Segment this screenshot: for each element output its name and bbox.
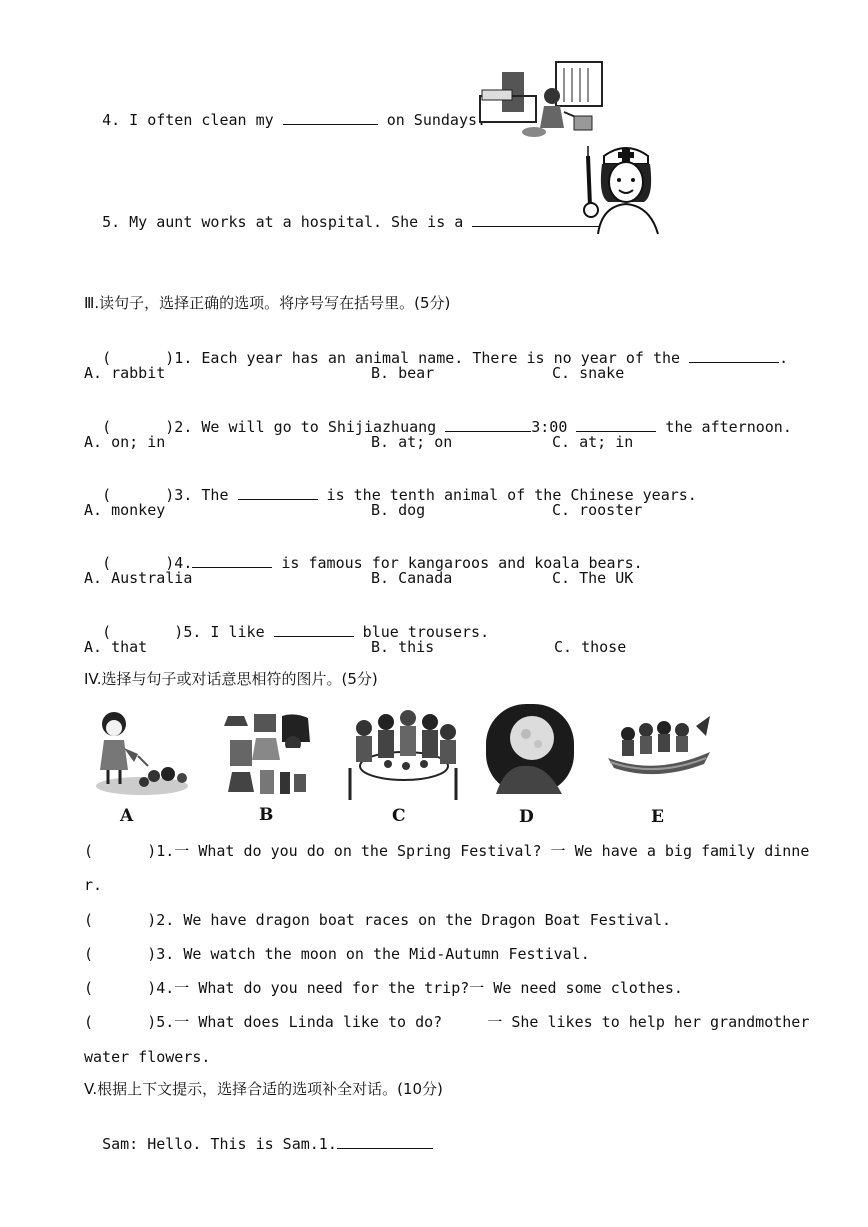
s3-q4-blank[interactable] (192, 553, 272, 568)
s3-q2-option-c: C. at; in (552, 433, 634, 451)
section5-heading: V.根据上下文提示，选择合适的选项补全对话。(10分) (84, 1080, 443, 1098)
picture-label-d: D (519, 807, 534, 827)
q5-text: 5. My aunt works at a hospital. She is a (102, 213, 473, 231)
s3-q1-option-a: A. rabbit (84, 364, 166, 382)
q5-line (84, 194, 616, 231)
s3-q3 (84, 467, 697, 504)
s3-q4-option-c: C. The UK (552, 569, 634, 587)
clothes-picture (224, 712, 314, 800)
s3-q2-mid: 3:00 (531, 418, 577, 436)
family-dinner-picture (344, 708, 462, 802)
s3-q5-option-b: B. this (371, 638, 435, 656)
s3-q3-option-c: C. rooster (552, 501, 643, 519)
s4-q2-line: ( )2. We have dragon boat races on the Dragon Boat Festival. (84, 911, 671, 929)
q4-blank[interactable] (283, 110, 378, 125)
s3-q1-option-c: C. snake (552, 364, 625, 382)
s3-q1 (84, 330, 788, 367)
girl-watering-flowers-picture (88, 708, 192, 796)
s4-q5-line-cont: water flowers. (84, 1048, 211, 1066)
s3-q2-blank-1[interactable] (445, 417, 531, 432)
s3-q3-end: is the tenth animal of the Chinese years. (317, 486, 697, 504)
s4-q3-line: ( )3. We watch the moon on the Mid-Autumn Festival. (84, 945, 590, 963)
moon-night-picture (486, 704, 574, 794)
s4-q5-line: ( )5.一 What does Linda like to do? 一 She likes to help her grandmother (84, 1013, 810, 1031)
s5-line1-text: Sam: Hello. This is Sam.1. (102, 1135, 337, 1153)
s3-q1-option-b: B. bear (371, 364, 435, 382)
s3-q4 (84, 535, 643, 572)
s3-q1-blank[interactable] (689, 348, 779, 363)
s3-q4-option-a: A. Australia (84, 569, 193, 587)
picture-label-b: B (259, 805, 274, 825)
s3-q3-option-a: A. monkey (84, 501, 166, 519)
nurse-illustration (576, 136, 672, 236)
s3-q2-end: the afternoon. (656, 418, 792, 436)
s5-line1-blank[interactable] (337, 1134, 433, 1149)
s3-q5-option-c: C. those (554, 638, 627, 656)
s3-q3-blank[interactable] (238, 485, 318, 500)
dragon-boat-picture (606, 712, 712, 780)
s3-q4-option-b: B. Canada (371, 569, 453, 587)
s5-line1 (84, 1116, 433, 1153)
s3-q2-option-b: B. at; on (371, 433, 453, 451)
s3-q5-blank[interactable] (274, 622, 354, 637)
s4-q1-line: ( )1.一 What do you do on the Spring Festival? 一 We have a big family dinne (84, 842, 810, 860)
s3-q4-stem: ( )4. (102, 554, 193, 572)
s3-q3-stem: ( )3. The (102, 486, 238, 504)
s4-q1-line-cont: r. (84, 876, 103, 894)
section3-heading: Ⅲ.读句子，选择正确的选项。将序号写在括号里。(5分) (84, 294, 451, 312)
s3-q4-end: is famous for kangaroos and koala bears. (272, 554, 643, 572)
s3-q5-stem: ( )5. I like (102, 623, 274, 641)
s3-q5-option-a: A. that (84, 638, 148, 656)
s3-q5-end: blue trousers. (353, 623, 490, 641)
s3-q2-option-a: A. on; in (84, 433, 166, 451)
s3-q1-stem: ( )1. Each year has an animal name. There is no year of the (102, 349, 690, 367)
s3-q2 (84, 399, 792, 436)
s3-q2-blank-2[interactable] (576, 417, 656, 432)
picture-label-e: E (651, 807, 664, 827)
s3-q5 (84, 604, 489, 641)
s3-q3-option-b: B. dog (371, 501, 426, 519)
picture-label-c: C (392, 806, 406, 826)
picture-label-a: A (120, 806, 134, 826)
q4-text: 4. I often clean my (102, 111, 283, 129)
q4-text-end: on Sundays. (377, 111, 487, 129)
cleaning-room-illustration (474, 56, 608, 142)
s3-q2-stem: ( )2. We will go to Shijiazhuang (102, 418, 446, 436)
s4-q4-line: ( )4.一 What do you need for the trip?一 We need some clothes. (84, 979, 683, 997)
q4-line (84, 92, 486, 129)
s3-q1-end: . (779, 349, 789, 367)
section4-heading: IV.选择与句子或对话意思相符的图片。(5分) (84, 670, 378, 688)
